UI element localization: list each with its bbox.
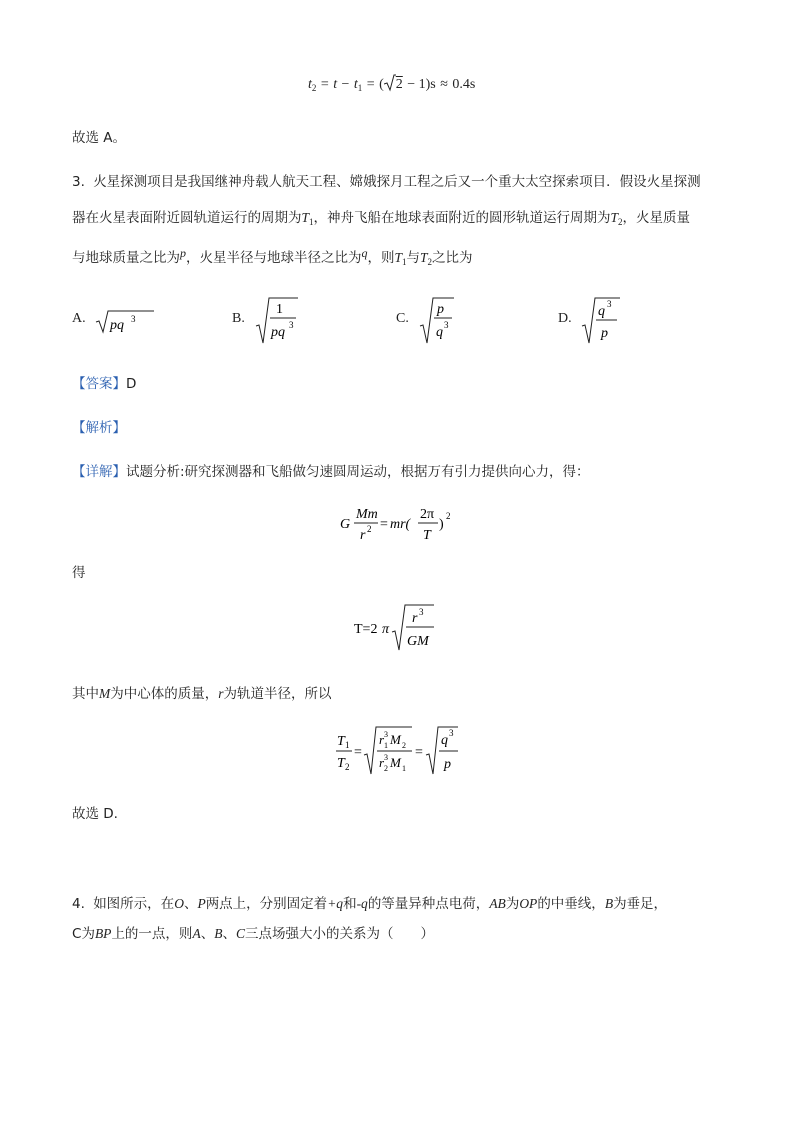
de-line: 得 — [72, 565, 86, 581]
svg-text:mr(: mr( — [390, 517, 411, 532]
svg-text:M: M — [390, 755, 401, 770]
where-line: 其中M为中心体的质量，r为轨道半径，所以 — [72, 686, 332, 702]
svg-text:M: M — [390, 732, 401, 747]
svg-text:r: r — [379, 755, 385, 770]
svg-text:GM: GM — [407, 634, 429, 649]
svg-text:p: p — [601, 326, 608, 341]
svg-text:2: 2 — [345, 762, 350, 772]
svg-text:q: q — [441, 733, 448, 748]
option-c-formula — [418, 294, 488, 346]
answer-line — [72, 372, 136, 392]
sqrt-sign-icon — [384, 74, 396, 92]
option-c-label: C. — [396, 311, 409, 326]
svg-text:=: = — [354, 745, 362, 760]
svg-text:G: G — [340, 517, 351, 532]
svg-text:2: 2 — [446, 511, 451, 521]
analysis-bracket: 【解析】 — [72, 420, 126, 436]
option-d-label: D. — [558, 311, 572, 326]
svg-text:r: r — [379, 732, 385, 747]
svg-text:2: 2 — [367, 524, 372, 534]
svg-text:3: 3 — [131, 314, 136, 324]
answer-bracket: 【答案】 — [72, 376, 126, 392]
option-a-formula — [94, 302, 164, 338]
svg-text:T=2: T=2 — [354, 622, 378, 637]
svg-text:T: T — [337, 756, 345, 771]
svg-text:1: 1 — [402, 764, 406, 773]
svg-text:1: 1 — [345, 740, 350, 750]
svg-text:q: q — [598, 304, 605, 319]
option-a-label: A. — [72, 311, 86, 326]
svg-text:p: p — [444, 757, 451, 772]
svg-text:=: = — [380, 517, 388, 532]
svg-text:Mm: Mm — [356, 507, 378, 522]
svg-text:pq: pq — [271, 325, 285, 340]
svg-text:q: q — [436, 325, 443, 340]
svg-text:pq: pq — [110, 318, 124, 333]
q4-line2: C为BP上的一点，则A、B、C三点场强大小的关系为（ ） — [72, 926, 434, 942]
option-d-formula — [580, 294, 650, 346]
svg-text:3: 3 — [384, 730, 388, 739]
answer-value: D — [126, 376, 137, 392]
q3-line2: 器在火星表面附近圆轨道运行的周期为$T_1$，神舟飞船在地球表面附近的圆形轨道运行周期为$T_2$，火星质量 — [72, 210, 691, 227]
q3-line3: 与地球质量之比为$^p$，火星半径与地球半径之比为$^q$，则$T_1$与$T_2$之比为 — [72, 246, 473, 267]
svg-text:T: T — [337, 734, 345, 749]
svg-text:2: 2 — [402, 741, 406, 750]
detail-line: 【详解】试题分析:研究探测器和飞船做匀速圆周运动，根据万有引力提供向心力，得： — [72, 464, 590, 480]
svg-text:2π: 2π — [420, 507, 435, 522]
svg-text:=: = — [415, 745, 423, 760]
svg-text:3: 3 — [384, 753, 388, 762]
svg-text:r: r — [412, 611, 418, 626]
option-b-label: B. — [232, 311, 245, 326]
svg-text:3: 3 — [289, 320, 294, 330]
formula-period — [352, 600, 462, 654]
select-a-line: 故选 A。 — [72, 130, 127, 146]
svg-text:1: 1 — [384, 741, 388, 750]
formula-ratio — [334, 722, 474, 778]
svg-text:3: 3 — [419, 607, 424, 617]
t2-symbol: t — [308, 77, 312, 92]
svg-text:T: T — [423, 528, 431, 543]
formula-gravitation — [334, 498, 474, 548]
q4-number: 4. — [72, 896, 85, 912]
q4-line1: 4. 如图所示，在O、P两点上，分别固定着+q和-q的等量异种点电荷，AB为OP的中垂线，B为垂足， — [72, 896, 668, 912]
svg-text:p: p — [437, 302, 444, 317]
top-formula: $t_2 = t - t_1$ = ( 2 − 1)s ≈ 0.4s — [308, 74, 475, 93]
svg-text:r: r — [360, 528, 366, 543]
analysis-line — [72, 416, 126, 436]
detail-bracket: 【详解】 — [72, 464, 126, 480]
svg-text:2: 2 — [384, 764, 388, 773]
select-d-line: 故选 D. — [72, 806, 118, 822]
svg-text:1: 1 — [276, 302, 283, 317]
svg-text:3: 3 — [444, 320, 449, 330]
svg-text:3: 3 — [449, 728, 454, 738]
svg-text:π: π — [382, 622, 390, 637]
svg-text:3: 3 — [607, 299, 612, 309]
option-b-formula — [254, 294, 324, 346]
q3-line1: 3. 火星探测项目是我国继神舟载人航天工程、嫦娥探月工程之后又一个重大太空探索项目．假设火星探测 — [72, 174, 701, 190]
svg-text:): ) — [439, 517, 444, 532]
q3-number: 3. — [72, 174, 85, 190]
